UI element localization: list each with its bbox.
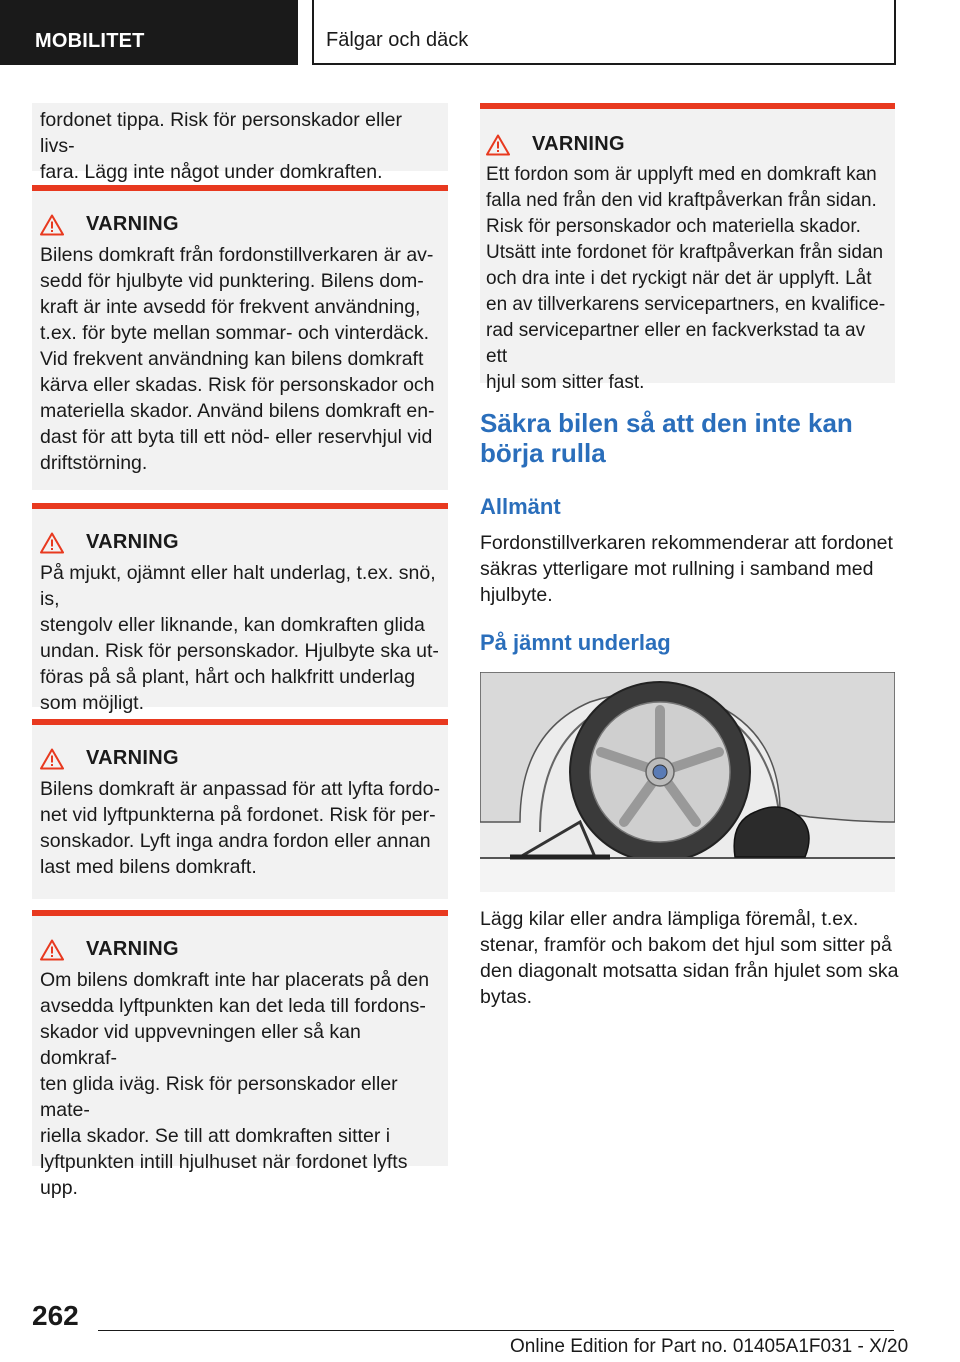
warning-text: Bilens domkraft är anpassad för att lyfta fordo- net vid lyftpunkterna på fordonet. Risk för per- sonskador. Lyft inga andra fordon eller annan last med bilens domkraft.: [40, 778, 440, 878]
warning-title: VARNING: [532, 133, 625, 155]
section-heading: Säkra bilen så att den inte kan börja rulla: [480, 408, 853, 468]
paragraph-level-ground: Lägg kilar eller andra lämpliga föremål, t.ex. stenar, framför och bakom det hjul som sitter på den diagonalt motsatta sidan från hjulet som ska bytas.: [480, 908, 899, 1008]
continuation-box: [32, 103, 448, 183]
footer-edition: Online Edition for Part no. 01405A1F031 - X/20: [510, 1336, 909, 1357]
warning-box-right: [480, 103, 895, 393]
warning-box-3: [32, 719, 448, 899]
warning-text: Ett fordon som är upplyft med en domkraft kan falla ned från den vid kraftpåverkan från sidan. Risk för personskador och materiella skador. Utsätt inte fordonet för kraftpåverkan från sidan och dra inte i det ryckigt när det är upplyft. Låt en av tillverkarens servicepartners, en kvalifice- rad servicepartner eller en fackverkstad ta av ett hjul som sitter fast.: [486, 164, 886, 393]
footer-rule: [98, 1330, 894, 1331]
warning-triangle-icon: [40, 214, 64, 236]
warning-triangle-icon: [486, 134, 510, 156]
paragraph-general: Fordonstillverkaren rekommenderar att fordonet säkras ytterligare mot rullning i samband med hjulbyte.: [480, 532, 893, 606]
warning-text: Bilens domkraft från fordonstillverkaren är av- sedd för hjulbyte vid punktering. Bilens dom- kraft är inte avsedd för frekvent användning, t.ex. för byte mellan sommar- och vinterdäck. Vid frekvent användning kan bilens domkraft kärva eller skadas. Risk för personskador och materiella skador. Använd bilens domkraft en- dast för att byta till ett nöd- eller reservhjul vid driftstörning.: [40, 244, 435, 474]
header-topic-label: Fälgar och däck: [312, 0, 896, 65]
warning-triangle-icon: [40, 532, 64, 554]
page-number: 262: [32, 1300, 79, 1331]
warning-text: På mjukt, ojämnt eller halt underlag, t.ex. snö, is, stengolv eller liknande, kan domkraften glida undan. Risk för personskador. Hjulbyte ska ut- föras på så plant, hårt och halkfritt underlag som möjligt.: [40, 562, 439, 714]
warning-title: VARNING: [86, 938, 179, 960]
warning-text: Om bilens domkraft inte har placerats på den avsedda lyftpunkten kan det leda till fordons- skador vid uppvevningen eller så kan domkraf- ten glida iväg. Risk för personskador eller mate- riella skador. Se till att domkraften sitter i lyftpunkten intill hjulhuset när fordonet lyfts upp.: [40, 969, 430, 1199]
continuation-text: fordonet tippa. Risk för personskador eller livs- fara. Lägg inte något under domkraften.: [40, 109, 403, 183]
warning-title: VARNING: [86, 747, 179, 769]
warning-box-4: [32, 910, 448, 1199]
warning-triangle-icon: [40, 939, 64, 961]
subheading-general: Allmänt: [480, 494, 561, 519]
illustration-drawing: [480, 672, 895, 892]
header-section-label: MOBILITET: [0, 0, 298, 65]
warning-title: VARNING: [86, 531, 179, 553]
subheading-level-ground: På jämnt underlag: [480, 630, 671, 655]
warning-title: VARNING: [86, 213, 179, 235]
warning-box-1: [32, 185, 448, 490]
warning-triangle-icon: [40, 748, 64, 770]
wheel-chock-illustration: [480, 672, 895, 892]
warning-box-2: [32, 503, 448, 714]
